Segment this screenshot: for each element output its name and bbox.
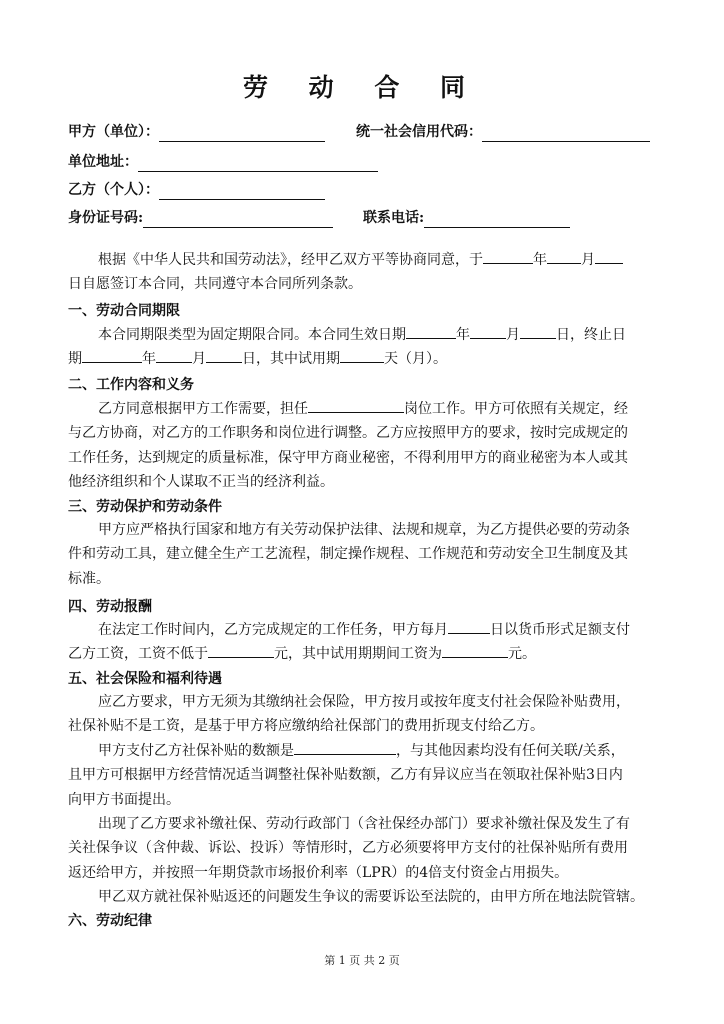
- address-label: 单位地址：: [68, 154, 138, 170]
- page-footer: 第 1 页 共 2 页: [324, 954, 400, 967]
- probation-blank[interactable]: [340, 348, 384, 363]
- probation-salary-blank[interactable]: [442, 643, 508, 658]
- s4-text-2: 乙方工资，工资不低于: [68, 646, 208, 663]
- phone-label: 联系电话:: [363, 210, 425, 226]
- party-b-label: 乙方（个人）：: [68, 182, 159, 198]
- start-year-blank[interactable]: [406, 324, 456, 339]
- document-title: 劳 动 合 同: [242, 73, 482, 102]
- month-unit: 月: [192, 351, 206, 368]
- payday-blank[interactable]: [448, 619, 490, 634]
- start-day-blank[interactable]: [520, 324, 556, 339]
- intro-text: 根据《中华人民共和国劳动法》，经甲乙双方平等协商同意，于: [98, 252, 483, 268]
- s5-p3-line-2: 关社保争议（含仲裁、诉讼、投诉）等情形时，乙方必须要将甲方支付的社保补贴所有费用: [68, 840, 628, 857]
- sign-year-blank[interactable]: [483, 249, 533, 264]
- credit-code-row: [356, 122, 650, 142]
- section-2-body: [68, 397, 658, 495]
- address-field[interactable]: [138, 155, 378, 172]
- section-2-heading: 二、工作内容和义务: [68, 377, 194, 393]
- sign-month-blank[interactable]: [547, 249, 581, 264]
- party-b-row: [68, 180, 325, 200]
- s5-p3-line-3: 返还给甲方，并按照一年期贷款市场报价利率（LPR）的4倍支付资金占用损失。: [68, 864, 569, 881]
- s2-line-2: 与乙方协商，对乙方的工作职务和岗位进行调整。乙方应按照甲方的要求，按时完成规定的: [68, 425, 628, 442]
- credit-code-label: 统一社会信用代码：: [356, 124, 482, 140]
- s5-p2-line-2: 且甲方可根据甲方经营情况适当调整社保补贴数额，乙方有异议应当在领取社保补贴3日内: [68, 767, 623, 784]
- id-label: 身份证号码:: [68, 210, 144, 226]
- s5-p2-text-b: ，与其他因素均没有任何关联/关系，: [396, 742, 625, 759]
- probation-text: 日，其中试用期: [242, 351, 340, 368]
- s4-text-b: 日以货币形式足额支付: [490, 622, 630, 638]
- intro-text-2: 日自愿签订本合同，共同遵守本合同所列条款。: [68, 276, 362, 293]
- end-month-blank[interactable]: [156, 348, 192, 363]
- s5-p4-line-1: 甲乙双方就社保补贴返还的问题发生争议的需要诉讼至法院的，由甲方所在地法院管辖。: [98, 889, 644, 906]
- address-row: [68, 152, 378, 172]
- s4-text-2b: 元，其中试用期期间工资为: [274, 646, 442, 663]
- party-a-label: 甲方（单位）：: [68, 124, 159, 140]
- party-b-field[interactable]: [159, 183, 325, 200]
- phone-field[interactable]: [424, 211, 570, 228]
- day-unit: 日: [556, 327, 570, 343]
- id-field[interactable]: [143, 211, 333, 228]
- section-3-heading: 三、劳动保护和劳动条件: [68, 499, 222, 515]
- section-1-body: [68, 323, 658, 372]
- probation-unit: 天（月）。: [384, 351, 447, 368]
- position-blank[interactable]: [308, 398, 404, 413]
- sign-day-blank[interactable]: [595, 249, 623, 264]
- s2-text-b: 岗位工作。甲方可依照有关规定，经: [404, 401, 628, 417]
- s1-text-end: ，终止日: [570, 327, 626, 343]
- credit-code-field[interactable]: [482, 125, 650, 142]
- year-unit: 年: [456, 327, 470, 343]
- section-3-body: [68, 518, 658, 591]
- s5-p3-line-1: 出现了乙方要求补缴社保、劳动行政部门（含社保经办部门）要求补缴社保及发生了有: [98, 815, 630, 832]
- start-month-blank[interactable]: [470, 324, 506, 339]
- s2-line-4: 他经济组织和个人谋取不正当的经济利益。: [68, 474, 334, 491]
- party-a-field[interactable]: [159, 125, 325, 142]
- s1-text-2: 期: [68, 351, 82, 368]
- end-year-blank[interactable]: [82, 348, 142, 363]
- intro-paragraph: [68, 248, 658, 297]
- s5-p1-line-2: 社保补贴不是工资，是基于甲方将应缴纳给社保部门的费用折现支付给乙方。: [68, 718, 544, 735]
- s3-line-2: 件和劳动工具，建立健全生产工艺流程，制定操作规程、工作规范和劳动安全卫生制度及其: [68, 546, 628, 563]
- month-unit: 月: [506, 327, 520, 343]
- s2-text: 乙方同意根据甲方工作需要，担任: [98, 401, 308, 417]
- s4-text: 在法定工作时间内，乙方完成规定的工作任务，甲方每月: [98, 622, 448, 638]
- section-1-heading: 一、劳动合同期限: [68, 303, 180, 319]
- section-4-heading: 四、劳动报酬: [68, 599, 152, 615]
- s3-line-3: 标准。: [68, 570, 110, 587]
- s2-line-3: 工作任务，达到规定的质量标准，保守甲方商业秘密，不得利用甲方的商业秘密为本人或其: [68, 449, 628, 466]
- party-a-row: [68, 122, 325, 142]
- year-unit: 年: [533, 252, 547, 268]
- section-5-heading: 五、社会保险和福利待遇: [68, 671, 222, 687]
- end-day-blank[interactable]: [206, 348, 242, 363]
- s5-p2-line-3: 向甲方书面提出。: [68, 791, 180, 808]
- section-6-heading: 六、劳动纪律: [68, 913, 152, 929]
- s3-line-1: 甲方应严格执行国家和地方有关劳动保护法律、法规和规章，为乙方提供必要的劳动条: [98, 522, 630, 538]
- min-salary-blank[interactable]: [208, 643, 274, 658]
- subsidy-amount-blank[interactable]: [294, 740, 396, 755]
- id-row: [68, 208, 333, 228]
- month-unit: 月: [581, 252, 595, 268]
- phone-row: [363, 208, 570, 228]
- s4-text-2c: 元。: [508, 646, 536, 663]
- s5-p1-line-1: 应乙方要求，甲方无须为其缴纳社会保险，甲方按月或按年度支付社会保险补贴费用，: [98, 694, 630, 710]
- s1-text: 本合同期限类型为固定期限合同。本合同生效日期: [98, 327, 406, 343]
- section-4-body: [68, 618, 658, 667]
- section-5-body: [68, 690, 658, 910]
- year-unit: 年: [142, 351, 156, 368]
- s5-p2-text: 甲方支付乙方社保补贴的数额是: [98, 742, 294, 759]
